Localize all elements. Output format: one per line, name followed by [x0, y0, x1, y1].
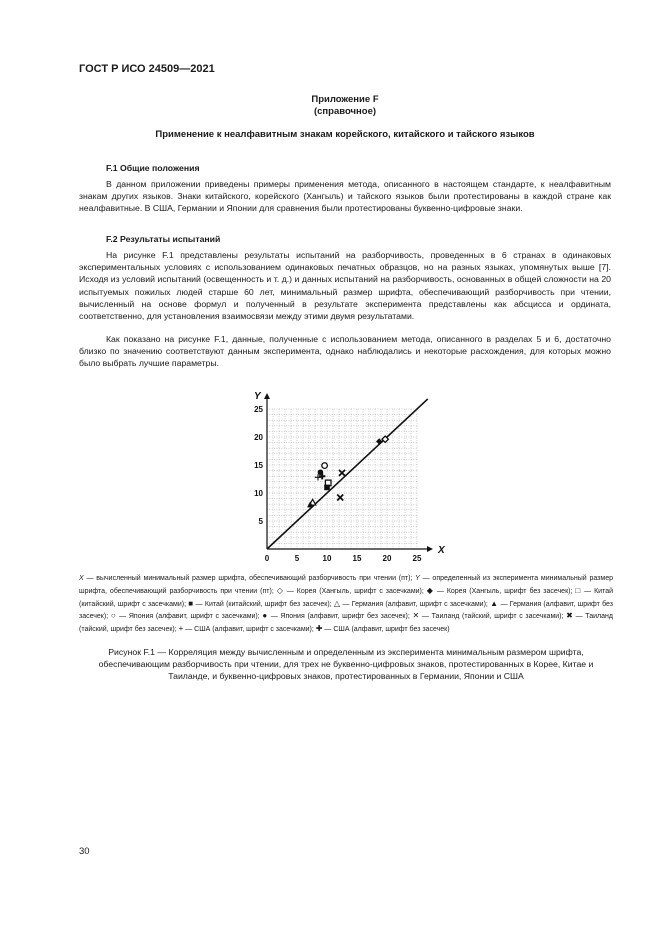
legend-marker-icon: △ [333, 598, 341, 608]
legend-marker-icon: ▲ [490, 598, 499, 608]
legend-item-text: — Германия (алфавит, шрифт без засечек); [79, 600, 613, 621]
chart-axes [254, 391, 446, 556]
legend-y-letter: Y [415, 575, 420, 582]
legend-item-text: — Китай (китайский, шрифт с засечками); [79, 587, 614, 608]
legend-marker-icon: ● [262, 611, 269, 621]
x-tick-label: 25 [412, 554, 422, 563]
appendix-heading [79, 94, 611, 118]
legend-marker-icon: ○ [110, 611, 117, 621]
data-point-plus-thin [315, 474, 321, 480]
legend-item-text: — Германия (алфавит, шрифт с засечками); [340, 600, 491, 608]
legend-item-text: — Таиланд (тайский, шрифт без засечек); [79, 613, 613, 634]
x-tick-label: 10 [322, 554, 332, 563]
section-f1-paragraph: В данном приложении приведены примеры применения метода, описанного в настоящем стандарте, к неалфавитным знакам других языков. Знаки китайского, корейского (Хангыль) и тайского языков были протестированы в каждой стране как неалфавитные. В США, Германии и Японии для сравнения были протестированы буквенно-цифровые знаки. [79, 179, 611, 214]
y-tick-label: 25 [254, 405, 263, 414]
section-f2-paragraph-1: На рисунке F.1 представлены результаты испытаний на разборчивость, проведенных в 6 странах в одинаковых экспериментальных условиях с использованием одинаковых печатных образцов, но на разных языках, упомянутых выше [7]. Исходя из условий испытаний (освещенность и т. д.) и данных испытаний на разборчивость, основанных в общей сложности на 20 испытуемых пожилых людей старше 60 лет, минимальный размер шрифта, обеспечивающий разборчивость при чтении, вычисленный на основе формул и полученный в результате эксперимента представлены как абсцисса и ордината, соответственно, для установления взаимосвязи между этими двумя результатами. [79, 250, 611, 322]
legend-marker-icon: □ [575, 585, 582, 595]
legend-marker-icon: ◆ [426, 585, 434, 595]
section-heading-f2: F.2 Результаты испытаний [106, 234, 221, 244]
y-tick-label: 5 [258, 517, 263, 526]
legend-marker-icon: ◇ [276, 585, 284, 595]
legend-x-description: — вычисленный минимальный размер шрифта, обеспечивающий разборчивость при чтении (пт); [83, 575, 416, 582]
x-tick-label: 5 [294, 554, 300, 563]
legend-item-text: — Япония (алфавит, шрифт без засечек); [268, 613, 413, 621]
legend-marker-icon: ✕ [412, 611, 420, 621]
appendix-name: Приложение F [311, 94, 379, 105]
section-heading-f1: F.1 Общие положения [106, 163, 200, 173]
legend-marker-icon: ■ [188, 598, 194, 608]
y-tick-label: 15 [254, 461, 263, 470]
appendix-title: Применение к неалфавитным знакам корейского, китайского и тайского языков [155, 129, 535, 140]
section-f2-paragraph-2: Как показано на рисунке F.1, данные, полученные с использованием метода, описанного в разделах 5 и 6, достаточно близко по значению соответствуют данным эксперимента, однако наблюдались и некоторые расхождения, для которых можно было выбрать лучшие параметры. [79, 334, 611, 369]
legend-marker-icon: ✖ [566, 611, 573, 621]
legend-item-text: — США (алфавит, шрифт без засечек) [322, 626, 450, 634]
legend-x-letter: X [79, 575, 84, 582]
x-tick-label: 20 [382, 554, 392, 563]
x-tick-label: 15 [352, 554, 362, 563]
legend-marker-icon: ✚ [315, 624, 323, 634]
legend-item-text: — Таиланд (тайский, шрифт с засечками); [419, 613, 567, 621]
figure-legend [79, 573, 613, 636]
legend-item-text: — Корея (Хангыль, шрифт с засечками); [283, 587, 427, 595]
data-point-circle-open [322, 463, 328, 469]
legend-item-text: — Китай (китайский, шрифт без засечек); [193, 600, 334, 608]
y-tick-label: 20 [254, 433, 263, 442]
x-axis-arrow-icon [427, 546, 433, 552]
y-tick-label: 10 [254, 489, 263, 498]
x-tick-label: 0 [264, 554, 270, 563]
figure-caption: Рисунок F.1 — Корреляция между вычисленным и определенным из эксперимента минимальным размером шрифта, обеспечивающим разборчивость при чтении, для трех не буквенно-цифровых знаков, протестированных в Корее, Китае и Таиланде, и буквенно-цифровых знаков, протестированных в Германии, Японии и США [98, 647, 594, 682]
standard-number: ГОСТ Р ИСО 24509—2021 [79, 63, 215, 75]
y-axis-arrow-icon [264, 393, 270, 399]
legend-y-description: — определенный из эксперимента минимальный размер шрифта, обеспечивающий разборчивость при чтении (пт); [79, 575, 613, 595]
appendix-kind: (справочное) [313, 106, 377, 117]
legend-item-text: — Япония (алфавит, шрифт с засечками); [116, 613, 263, 621]
page-number: 30 [79, 846, 90, 857]
legend-item-text: — США (алфавит, шрифт с засечками); [183, 626, 316, 634]
y-axis-label: Y [254, 391, 261, 402]
data-point-square-filled [324, 485, 330, 491]
legend-marker-icon: + [178, 624, 184, 634]
data-point-x [337, 494, 343, 500]
figure-f1-scatter-chart [240, 372, 450, 568]
legend-item-text: — Корея (Хангыль, шрифт без засечек); [433, 587, 576, 595]
x-axis-label: X [438, 545, 445, 556]
